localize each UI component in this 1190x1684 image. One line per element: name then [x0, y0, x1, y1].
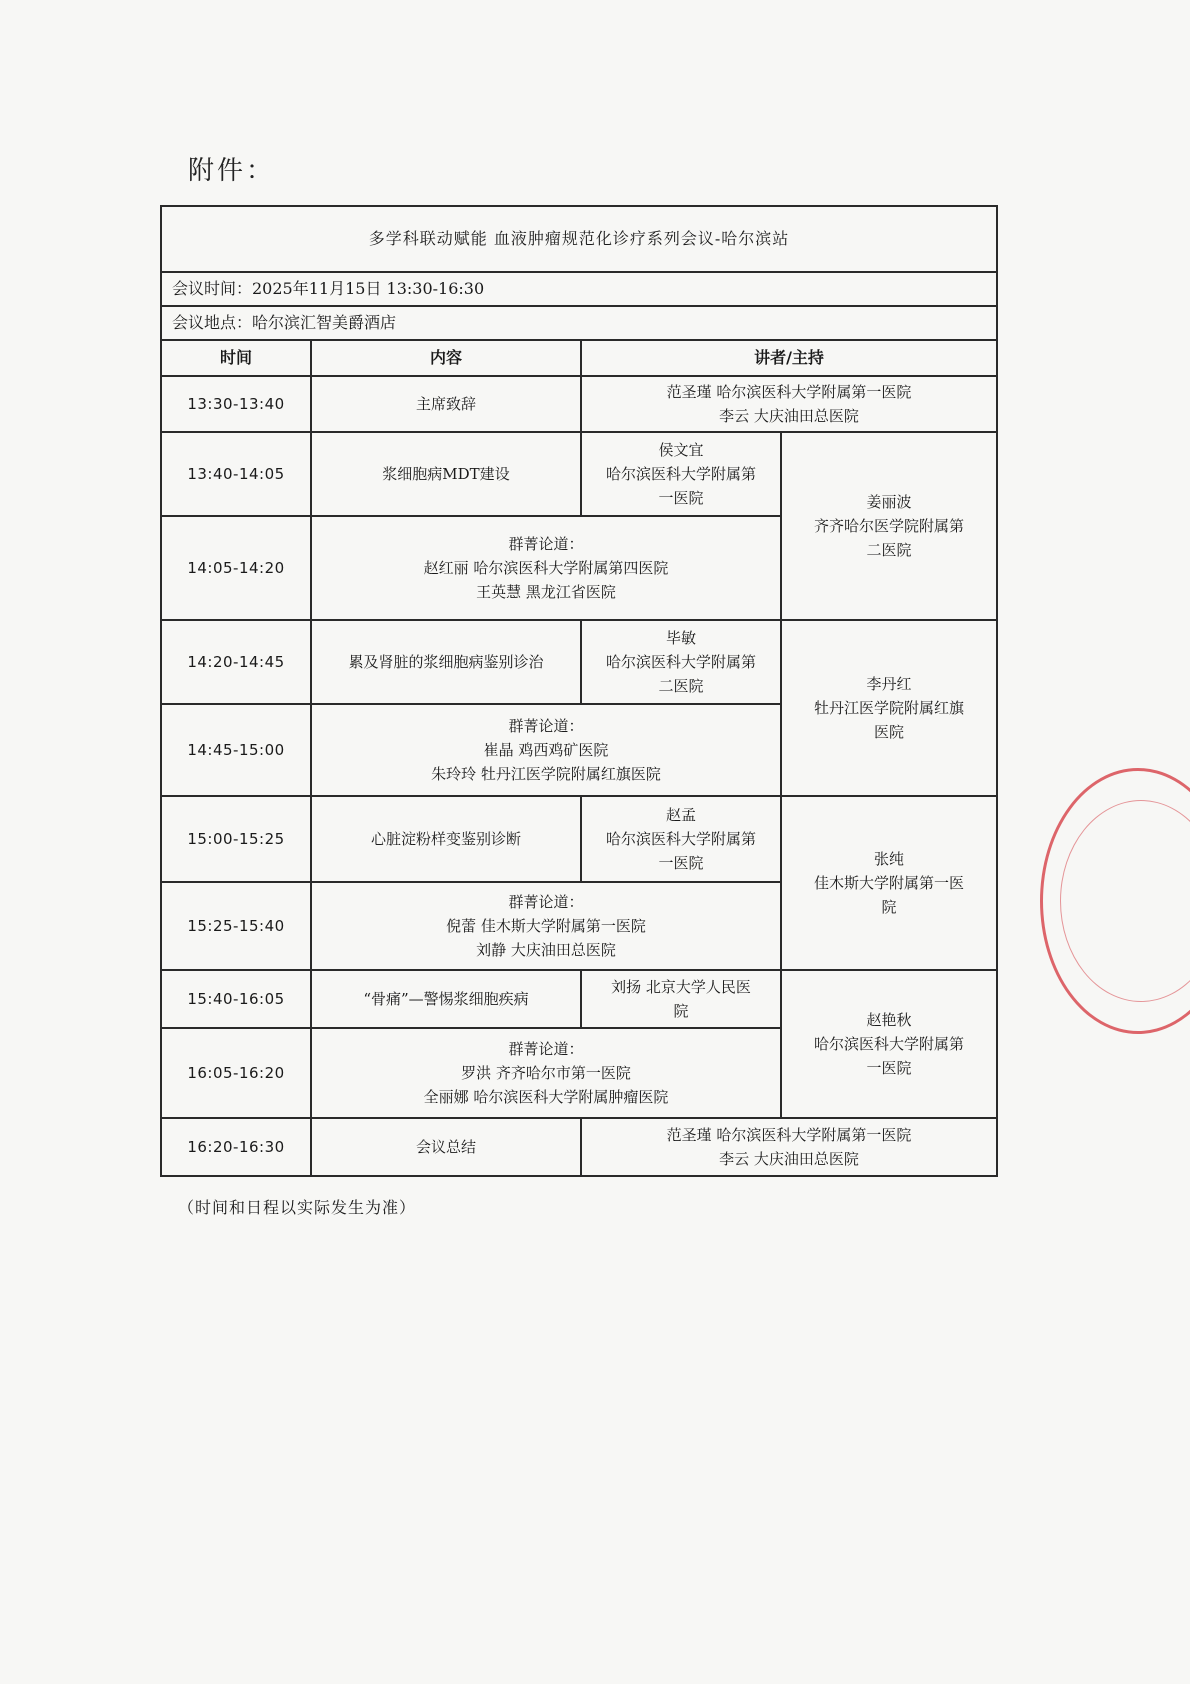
footnote: （时间和日程以实际发生为准） [178, 1198, 417, 1217]
table-row [161, 432, 997, 516]
speaker-line: 赵孟 [665, 806, 696, 824]
speaker-cell [581, 376, 997, 432]
panel-line: 全丽娜 哈尔滨医科大学附属肿瘤医院 [423, 1088, 669, 1106]
speaker-line: 李云 大庆油田总医院 [719, 1150, 859, 1168]
panel-line: 刘静 大庆油田总医院 [476, 941, 616, 959]
speaker-cell [581, 620, 781, 704]
speaker-line: 哈尔滨医科大学附属第 [605, 830, 756, 848]
table-row [161, 376, 997, 432]
content-cell: 心脏淀粉样变鉴别诊断 [311, 796, 581, 882]
meeting-time: 会议时间：2025年11月15日 13:30-16:30 [161, 272, 997, 306]
speaker-line: 范圣瑾 哈尔滨医科大学附属第一医院 [666, 1126, 912, 1144]
speaker-line: 刘扬 北京大学人民医 [611, 978, 751, 996]
panel-line: 崔晶 鸡西鸡矿医院 [483, 741, 609, 759]
panel-line: 赵红丽 哈尔滨医科大学附属第四医院 [423, 559, 669, 577]
host-line: 一医院 [866, 1059, 912, 1077]
speaker-line: 院 [673, 1002, 689, 1020]
content-cell: “骨痛”—警惕浆细胞疾病 [311, 970, 581, 1028]
host-line: 医院 [873, 723, 904, 741]
location-info-row [161, 306, 997, 340]
host-line: 牡丹江医学院附属红旗 [813, 699, 964, 717]
host-line: 赵艳秋 [866, 1011, 912, 1029]
speaker-line: 二医院 [658, 677, 704, 695]
content-cell: 主席致辞 [311, 376, 581, 432]
speaker-line: 侯文宜 [658, 441, 704, 459]
agenda-table [160, 205, 998, 1177]
host-line: 哈尔滨医科大学附属第 [813, 1035, 964, 1053]
content-cell: 累及肾脏的浆细胞病鉴别诊治 [311, 620, 581, 704]
panel-line: 群菁论道： [508, 717, 584, 735]
host-line: 姜丽波 [866, 493, 912, 511]
attachment-label: 附件： [188, 156, 276, 186]
speaker-line: 一医院 [658, 854, 704, 872]
panel-line: 群菁论道： [508, 893, 584, 911]
panel-line: 罗洪 齐齐哈尔市第一医院 [461, 1064, 631, 1082]
time-info-row [161, 272, 997, 306]
table-row [161, 796, 997, 882]
time-cell: 13:40-14:05 [161, 432, 311, 516]
speaker-line: 范圣瑾 哈尔滨医科大学附属第一医院 [666, 383, 912, 401]
time-cell: 15:40-16:05 [161, 970, 311, 1028]
host-line: 李丹红 [866, 675, 912, 693]
host-cell [781, 432, 997, 620]
panel-line: 群菁论道： [508, 1040, 584, 1058]
speaker-line: 一医院 [658, 489, 704, 507]
speaker-cell [581, 432, 781, 516]
time-cell: 13:30-13:40 [161, 376, 311, 432]
host-cell [781, 620, 997, 796]
title-row [161, 206, 997, 272]
speaker-line: 毕敏 [665, 629, 696, 647]
time-cell: 14:05-14:20 [161, 516, 311, 620]
header-row [161, 340, 997, 376]
panel-line: 群菁论道： [508, 535, 584, 553]
speaker-line: 李云 大庆油田总医院 [719, 407, 859, 425]
speaker-line: 哈尔滨医科大学附属第 [605, 653, 756, 671]
panel-line: 倪蕾 佳木斯大学附属第一医院 [446, 917, 646, 935]
speaker-cell [581, 1118, 997, 1176]
table-row [161, 620, 997, 704]
time-cell: 15:00-15:25 [161, 796, 311, 882]
time-cell: 16:20-16:30 [161, 1118, 311, 1176]
panel-cell [311, 516, 781, 620]
panel-line: 朱玲玲 牡丹江医学院附属红旗医院 [431, 765, 661, 783]
host-line: 二医院 [866, 541, 912, 559]
panel-line: 王英慧 黑龙江省医院 [476, 583, 616, 601]
time-cell: 16:05-16:20 [161, 1028, 311, 1118]
time-cell: 14:20-14:45 [161, 620, 311, 704]
speaker-line: 哈尔滨医科大学附属第 [605, 465, 756, 483]
host-line: 佳木斯大学附属第一医 [813, 874, 964, 892]
panel-cell [311, 704, 781, 796]
meeting-title: 多学科联动赋能 血液肿瘤规范化诊疗系列会议-哈尔滨站 [161, 206, 997, 272]
table-row [161, 970, 997, 1028]
speaker-cell [581, 796, 781, 882]
meeting-location: 会议地点：哈尔滨汇智美爵酒店 [161, 306, 997, 340]
content-cell: 会议总结 [311, 1118, 581, 1176]
content-cell: 浆细胞病MDT建设 [311, 432, 581, 516]
host-cell [781, 796, 997, 970]
panel-cell [311, 882, 781, 970]
header-speaker: 讲者/主持 [581, 340, 997, 376]
speaker-cell [581, 970, 781, 1028]
host-cell [781, 970, 997, 1118]
table-row [161, 1118, 997, 1176]
header-time: 时间 [161, 340, 311, 376]
host-line: 张纯 [873, 850, 904, 868]
host-line: 齐齐哈尔医学院附属第 [813, 517, 964, 535]
time-cell: 14:45-15:00 [161, 704, 311, 796]
panel-cell [311, 1028, 781, 1118]
header-content: 内容 [311, 340, 581, 376]
host-line: 院 [881, 898, 897, 916]
time-cell: 15:25-15:40 [161, 882, 311, 970]
